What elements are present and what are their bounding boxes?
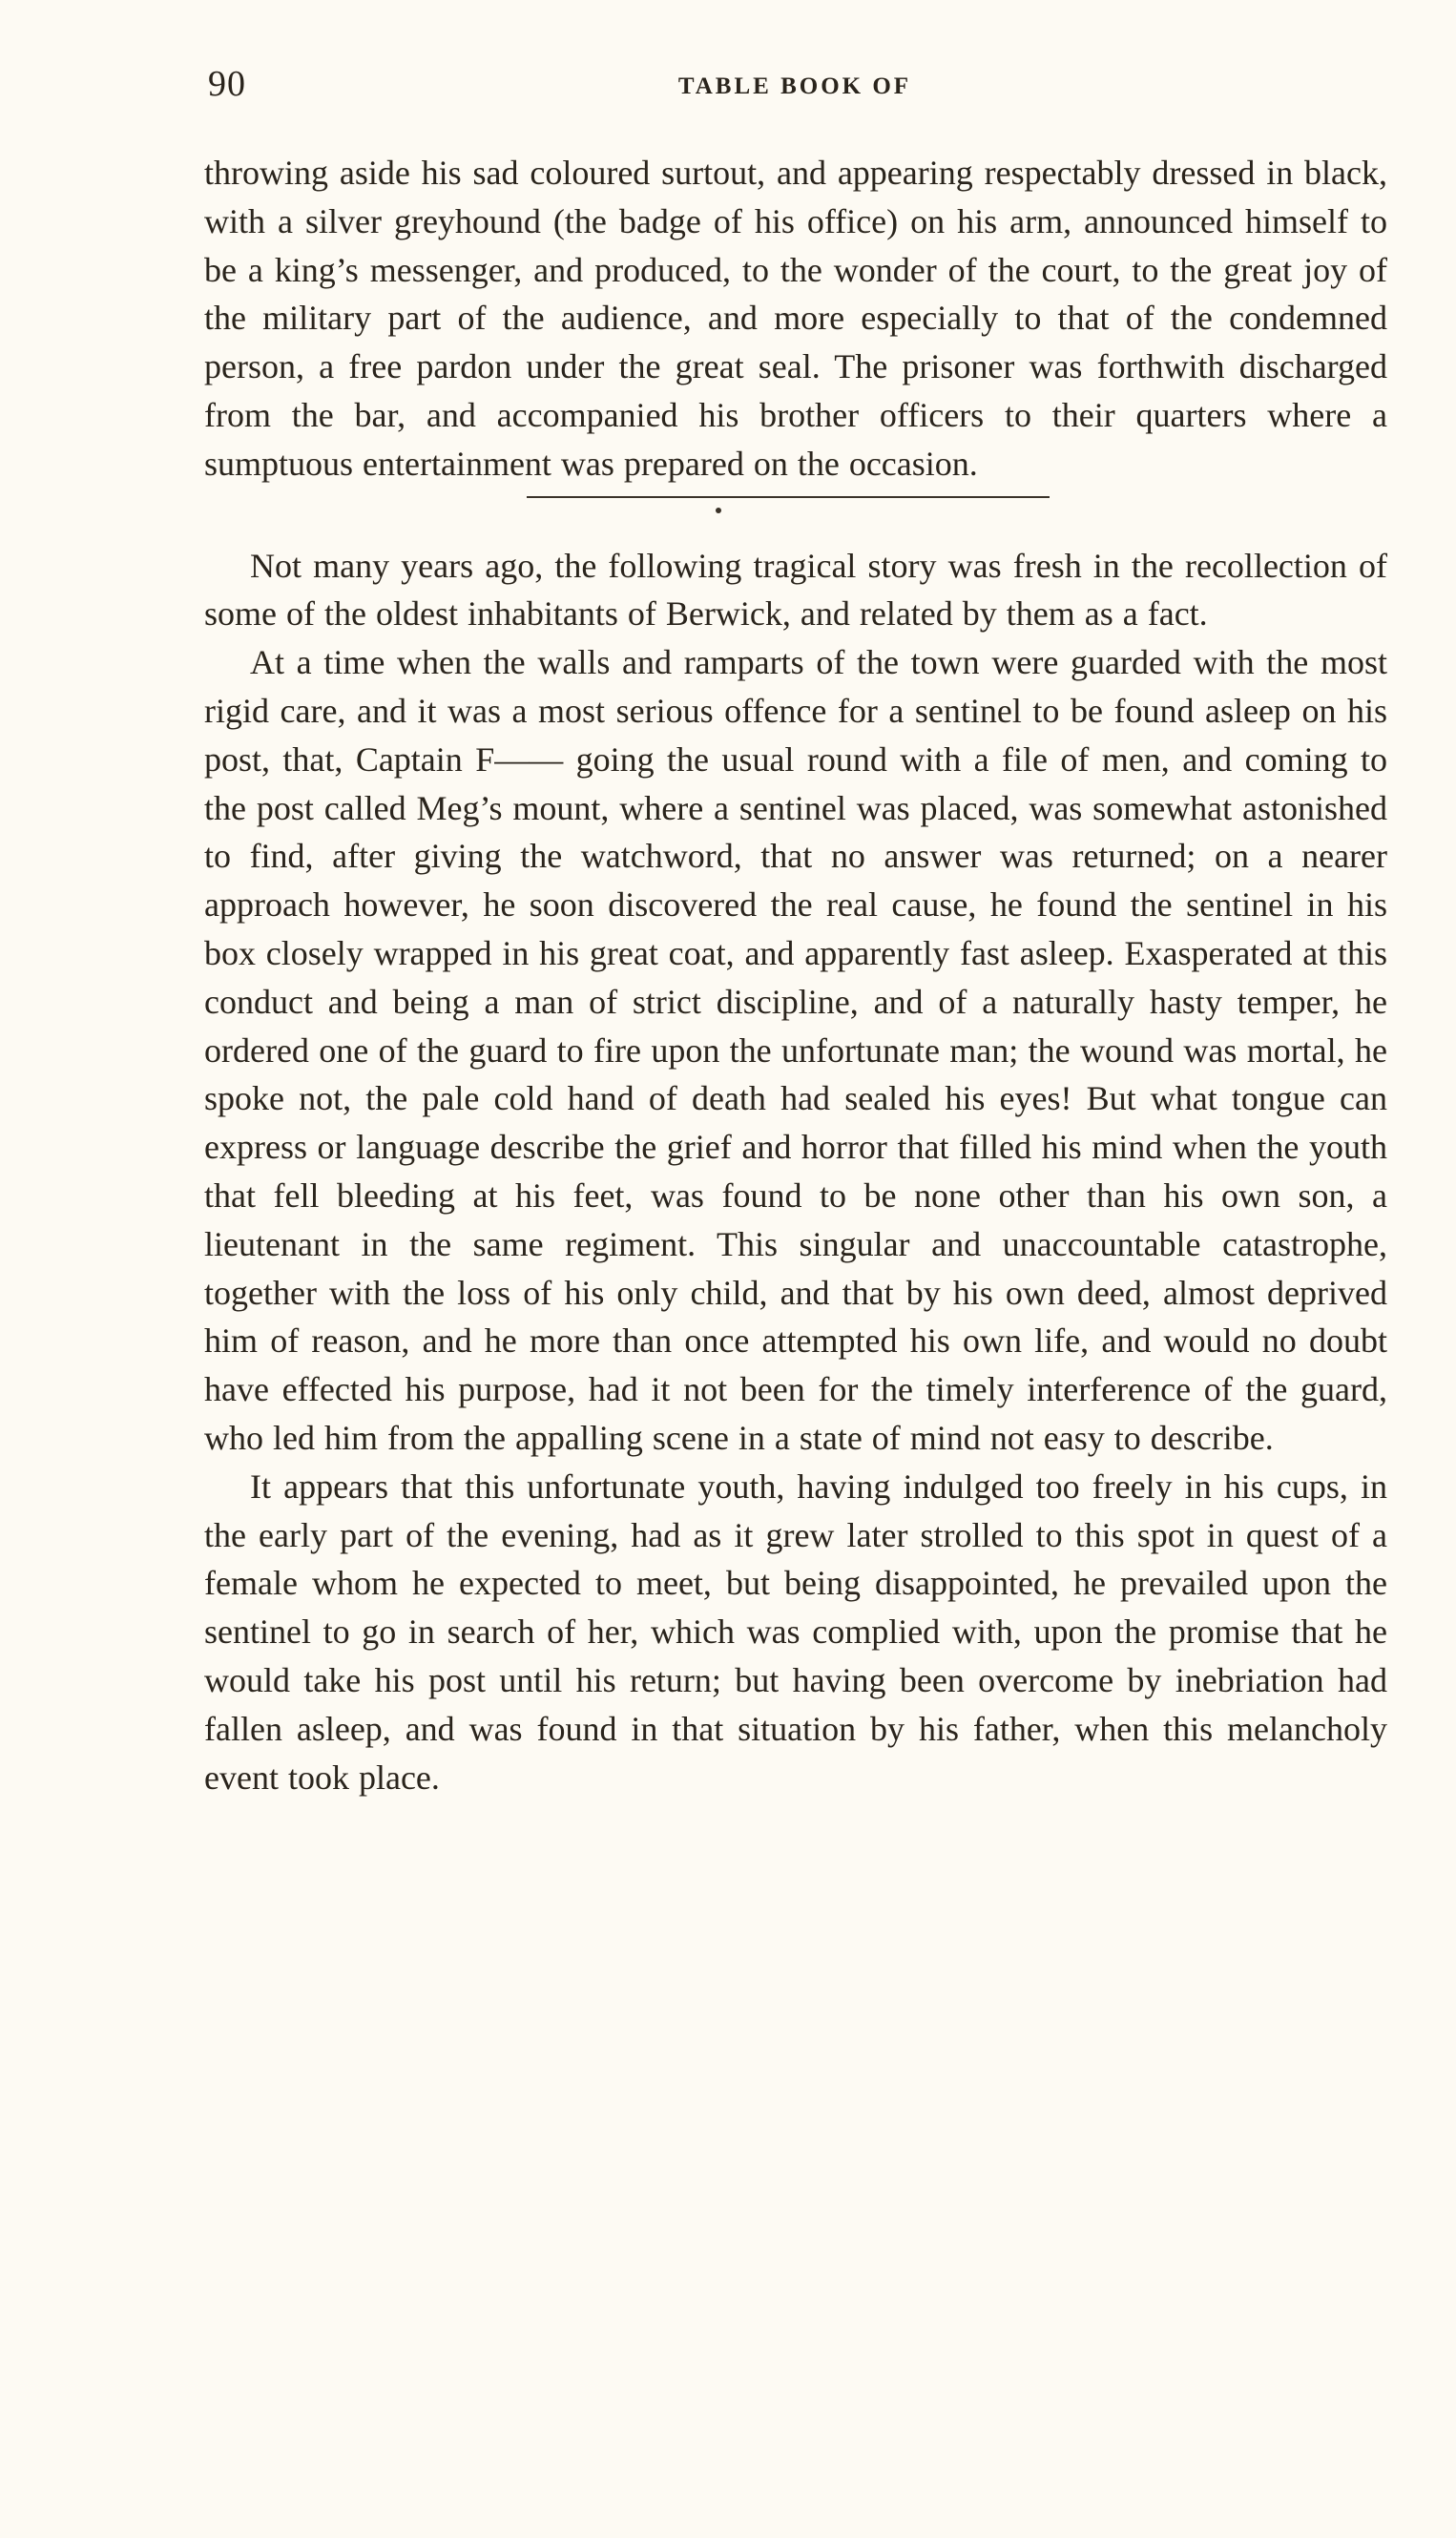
paragraph: It appears that this unfortunate youth, having indulged too freely in his cups, in the early part of the evening, had as it grew later strolled to this spot in quest of a female whom he expected to meet, but being disappointed, he prevailed upon the sentinel to go in search of her, which was complied with, upon the promise that he would take his post until his return; but having been overcome by inebriation had fallen asleep, and was found in that situation by his father, when this melancholy event took place. bbox=[204, 1467, 1387, 1797]
body-text bbox=[204, 149, 1387, 1801]
section-divider bbox=[204, 496, 1387, 521]
divider-dot bbox=[716, 508, 721, 513]
page-header bbox=[208, 59, 1382, 116]
paragraph: Not many years ago, the following tragical story was fresh in the recollection of some of the oldest inhabitants of Berwick, and related by them as a fact. bbox=[204, 546, 1387, 634]
running-title: TABLE BOOK OF bbox=[677, 73, 912, 99]
page-number: 90 bbox=[208, 64, 246, 104]
paragraph-continuation: throwing aside his sad coloured surtout, and appearing respectably dressed in black, with a silver greyhound (the badge of his office) on his arm, announced himself to be a king’s messenger, and produced, to the wonder of the court, to the great joy of the military part of the audience, and more especially to that of the condemned person, a free pardon under the great seal. The prisoner was forthwith discharged from the bar, and accompanied his brother officers to their quarters where a sumptuous entertainment was prepared on the occasion. bbox=[204, 154, 1387, 483]
paragraph: At a time when the walls and ramparts of the town were guarded with the most rigid care, and it was a most serious offence for a sentinel to be found asleep on his post, that, Captain F—— going the usual round with a file of men, and coming to the post called Meg’s mount, where a sentinel was placed, was somewhat astonished to find, after giving the watchword, that no answer was returned; on a nearer approach however, he soon discovered the real cause, he found the sentinel in his box closely wrapped in his great coat, and apparently fast asleep. Exasperated at this conduct and being a man of strict discipline, and of a naturally hasty temper, he ordered one of the guard to fire upon the unfortunate man; the wound was mortal, he spoke not, the pale cold hand of death had sealed his eyes! But what tongue can express or language describe the grief and horror that filled his mind when the youth that fell bleeding at his feet, was found to be none other than his own son, a lieutenant in the same regiment. This singular and unaccountable catastrophe, together with the loss of his only child, and that by his own deed, almost deprived him of reason, and he more than once attempted his own life, and would no doubt have effected his purpose, had it not been for the timely interference of the guard, who led him from the appalling scene in a state of mind not easy to describe. bbox=[204, 643, 1387, 1457]
divider-rule bbox=[527, 496, 1050, 498]
